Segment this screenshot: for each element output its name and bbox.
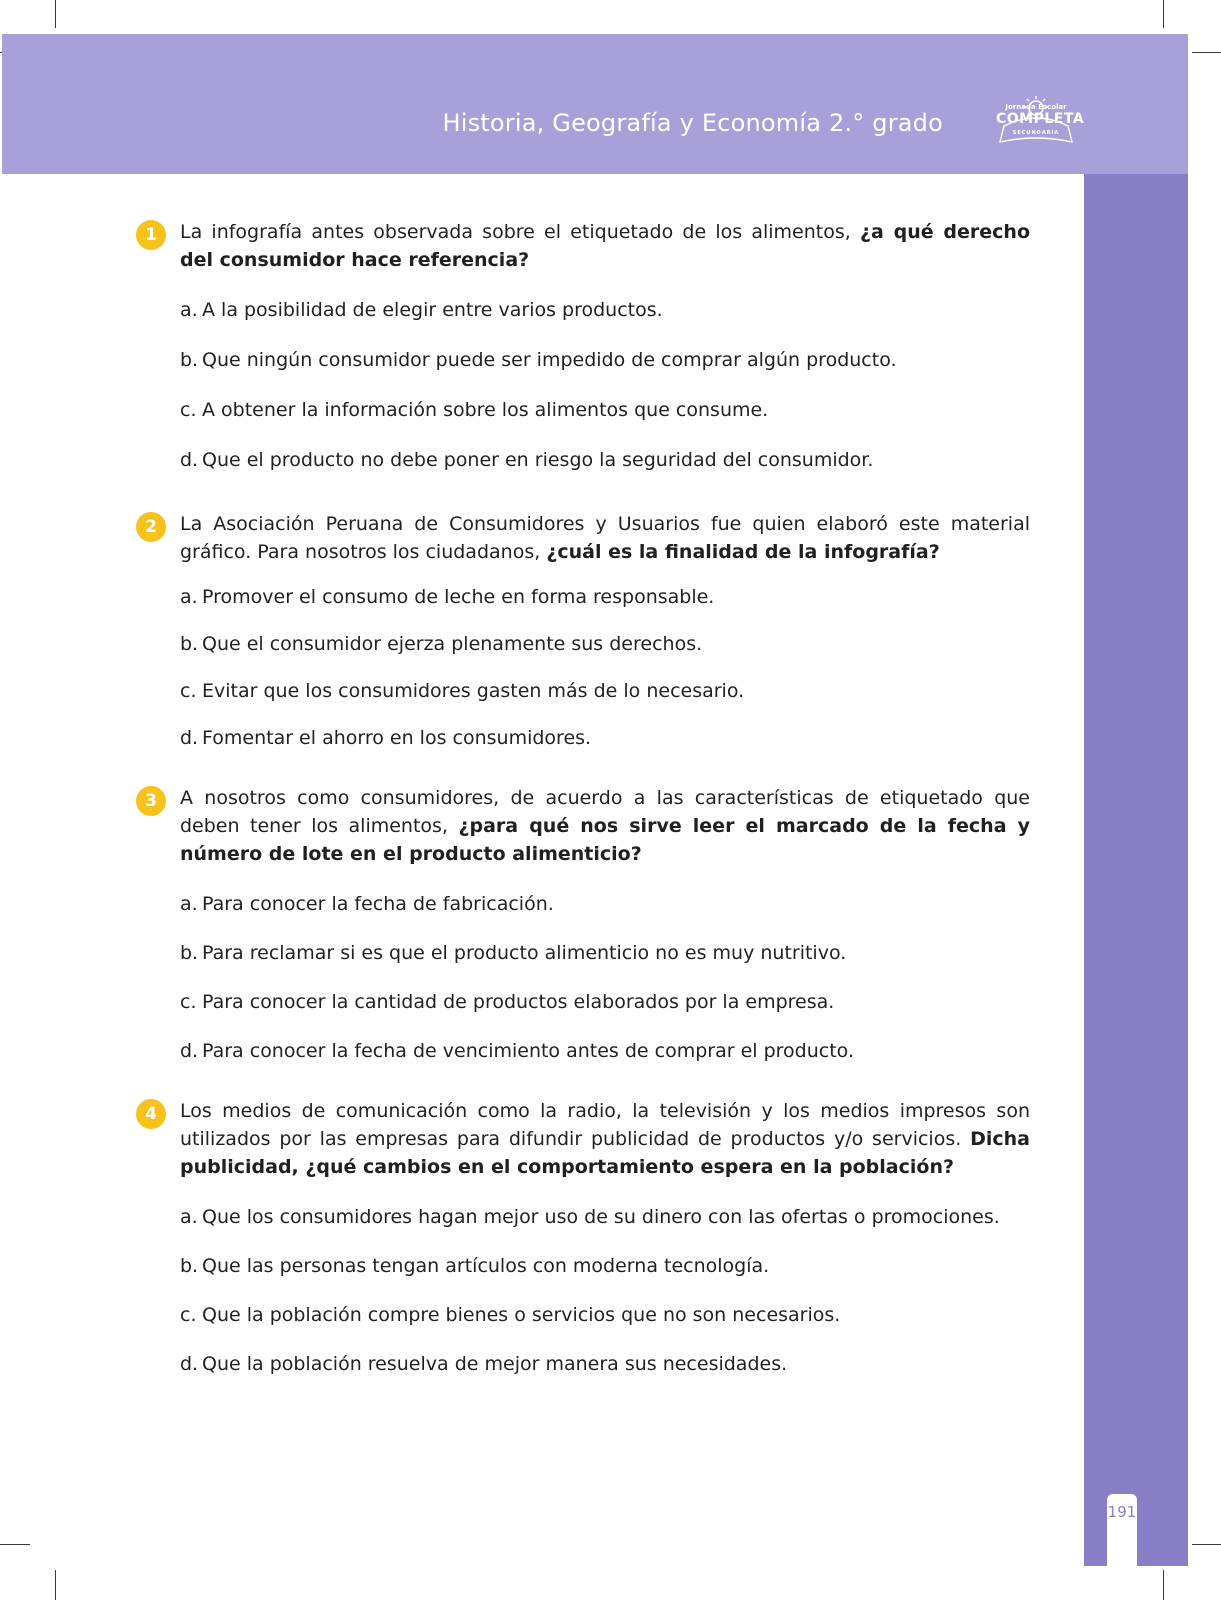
option-text: A obtener la información sobre los alimentos que consume. [202, 399, 769, 421]
option-text: Que los consumidores hagan mejor uso de su dinero con las ofertas o promociones. [202, 1206, 1000, 1228]
option-text: A la posibilidad de elegir entre varios productos. [202, 299, 663, 321]
question-1 [134, 218, 1030, 474]
question-text-bold: Dicha publicidad, ¿qué cambios en el comportamiento espera en la población? [180, 1128, 1030, 1178]
option-label: b. [180, 633, 199, 655]
answer-option-c[interactable] [180, 396, 1030, 424]
question-4 [134, 1097, 1030, 1378]
answer-option-b[interactable] [180, 939, 1030, 967]
answer-option-d[interactable] [180, 724, 1030, 752]
option-text: Evitar que los consumidores gasten más de lo necesario. [202, 680, 745, 702]
option-label: d. [180, 1040, 199, 1062]
question-text-plain: La infografía antes observada sobre el etiquetado de los alimentos, [180, 221, 861, 243]
question-number-badge: 2 [136, 512, 166, 542]
crop-mark [1163, 1570, 1164, 1600]
answer-option-d[interactable] [180, 1037, 1030, 1065]
answer-option-c[interactable] [180, 1301, 1030, 1329]
answer-option-b[interactable] [180, 346, 1030, 374]
question-text [180, 510, 1030, 566]
answer-option-a[interactable] [180, 296, 1030, 324]
answer-options [180, 890, 1030, 1065]
crop-mark [1192, 52, 1221, 53]
option-label: c. [180, 399, 197, 421]
option-label: a. [180, 1206, 198, 1228]
option-text: Para conocer la fecha de vencimiento antes de comprar el producto. [202, 1040, 855, 1062]
question-text-plain: A nosotros como consumidores, de acuerdo a las características de etiquetado que deben tener los alimentos, [180, 787, 1030, 837]
option-label: a. [180, 893, 198, 915]
option-text: Que la población compre bienes o servicios que no son necesarios. [202, 1304, 841, 1326]
option-label: a. [180, 586, 198, 608]
option-label: b. [180, 1255, 199, 1277]
question-text-bold: ¿para qué nos sirve leer el marcado de la fecha y número de lote en el producto alimenticio? [180, 815, 1030, 865]
question-2 [134, 510, 1030, 752]
option-label: b. [180, 349, 199, 371]
jornada-completa-logo [996, 96, 1085, 158]
crop-mark [0, 1544, 30, 1545]
answer-options [180, 583, 1030, 752]
answer-option-a[interactable] [180, 890, 1030, 918]
answer-option-d[interactable] [180, 446, 1030, 474]
option-label: d. [180, 449, 199, 471]
page-number: 191 [1107, 1503, 1137, 1521]
option-label: d. [180, 1353, 199, 1375]
option-text: Que ningún consumidor puede ser impedido de comprar algún producto. [202, 349, 897, 371]
question-number-badge: 1 [136, 220, 166, 250]
header-title: Historia, Geografía y Economía 2.° grado [442, 109, 943, 137]
logo-main-text: COMPLETA [996, 111, 1085, 127]
option-text: Para conocer la fecha de fabricación. [202, 893, 554, 915]
answer-option-c[interactable] [180, 988, 1030, 1016]
logo-sub-text: SECUNDARIA [1012, 130, 1060, 136]
answer-option-b[interactable] [180, 630, 1030, 658]
option-text: Para conocer la cantidad de productos elaborados por la empresa. [202, 991, 835, 1013]
question-number-badge: 3 [136, 786, 166, 816]
question-text [180, 1097, 1030, 1181]
option-label: c. [180, 680, 197, 702]
crop-mark [1163, 0, 1164, 28]
option-label: d. [180, 727, 199, 749]
question-text [180, 218, 1030, 274]
questions-list [134, 218, 1030, 1378]
question-text [180, 784, 1030, 868]
option-text: Que la población resuelva de mejor manera sus necesidades. [202, 1353, 788, 1375]
crop-mark [1192, 1544, 1221, 1545]
answer-option-d[interactable] [180, 1350, 1030, 1378]
question-3 [134, 784, 1030, 1065]
answer-option-a[interactable] [180, 1203, 1030, 1231]
answer-option-b[interactable] [180, 1252, 1030, 1280]
question-text-bold: ¿a qué derecho del consumidor hace referencia? [180, 221, 1031, 271]
answer-option-c[interactable] [180, 677, 1030, 705]
crop-mark [55, 0, 56, 28]
option-label: a. [180, 299, 198, 321]
side-band [1084, 174, 1188, 1566]
option-label: b. [180, 942, 199, 964]
option-text: Que las personas tengan artículos con moderna tecnología. [202, 1255, 770, 1277]
option-text: Para reclamar si es que el producto alimenticio no es muy nutritivo. [202, 942, 847, 964]
option-text: Que el producto no debe poner en riesgo la seguridad del consumidor. [202, 449, 874, 471]
option-text: Promover el consumo de leche en forma responsable. [202, 586, 715, 608]
question-number-badge: 4 [136, 1099, 166, 1129]
option-label: c. [180, 991, 197, 1013]
answer-options [180, 296, 1030, 474]
question-text-plain: Los medios de comunicación como la radio, la televisión y los medios impresos son utilizados por las empresas para difundir publicidad de productos y/o servicios. [180, 1100, 1030, 1150]
answer-option-a[interactable] [180, 583, 1030, 611]
option-text: Fomentar el ahorro en los consumidores. [202, 727, 592, 749]
question-text-bold: ¿cuál es la finalidad de la infografía? [546, 541, 940, 563]
option-label: c. [180, 1304, 197, 1326]
logo-top-text: Jornada Escolar [1005, 103, 1067, 111]
answer-options [180, 1203, 1030, 1378]
option-text: Que el consumidor ejerza plenamente sus derechos. [202, 633, 703, 655]
question-text-plain: La Asociación Peruana de Consumidores y Usuarios fue quien elaboró este material gráfico. Para nosotros los ciudadanos, [180, 513, 1030, 563]
crop-mark [55, 1570, 56, 1600]
